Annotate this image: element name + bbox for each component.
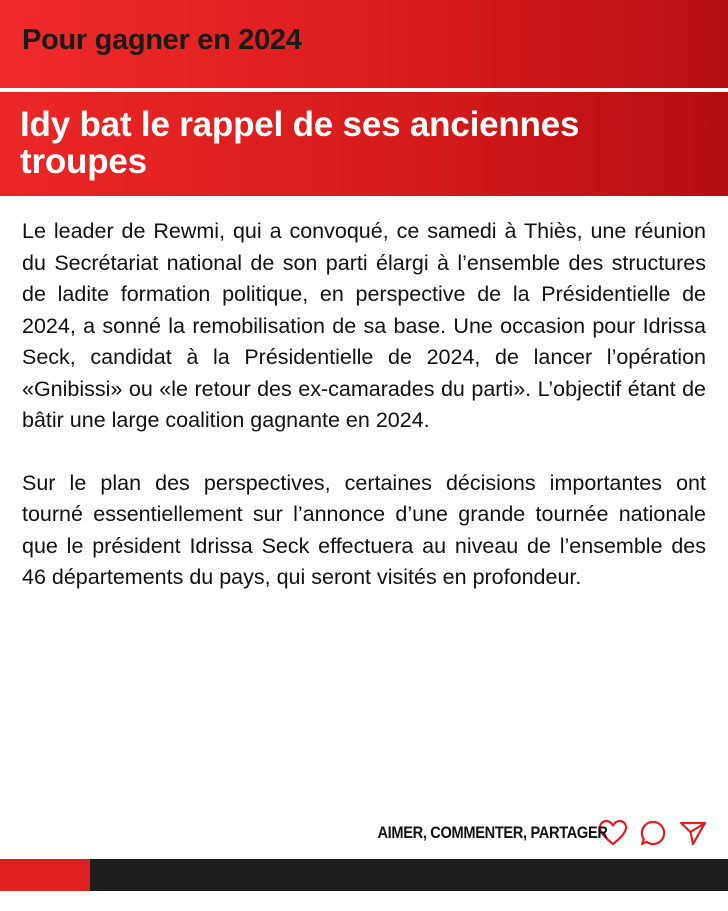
footer-accent-bar: [0, 859, 90, 891]
footer-dark-bar: [90, 859, 728, 891]
article-paragraph-2: Sur le plan des perspectives, certaines décisions importantes ont tourné essentiellement sur l’annonce d’une grande tournée nationale que le président Idrissa Seck effectuera au niveau de l’ensemble des 46 départements du pays, qui seront visités en profondeur.: [22, 470, 706, 589]
social-actions-label: AIMER, COMMENTER, PARTAGER: [377, 823, 608, 842]
share-icon[interactable]: [678, 818, 708, 848]
comment-icon[interactable]: [638, 818, 668, 848]
social-actions: [340, 818, 708, 848]
article-body: [22, 216, 706, 625]
kicker-title: Pour gagner en 2024: [22, 24, 302, 56]
headline-title: Idy bat le rappel de ses anciennes troupes: [20, 105, 580, 181]
article-paragraph-1: Le leader de Rewmi, qui a convoqué, ce samedi à Thiès, une réunion du Secrétariat national de son parti élargi à l’ensemble des structures de ladite formation politique, en perspective de la Présidentielle de 2024, a sonné la remobilisation de sa base. Une occasion pour Idrissa Seck, candidat à la Présidentielle de 2024, de lancer l’opération «Gnibissi» ou «le retour des ex-camarades du parti». L’objectif étant de bâtir une large coalition gagnante en 2024.: [22, 219, 706, 432]
